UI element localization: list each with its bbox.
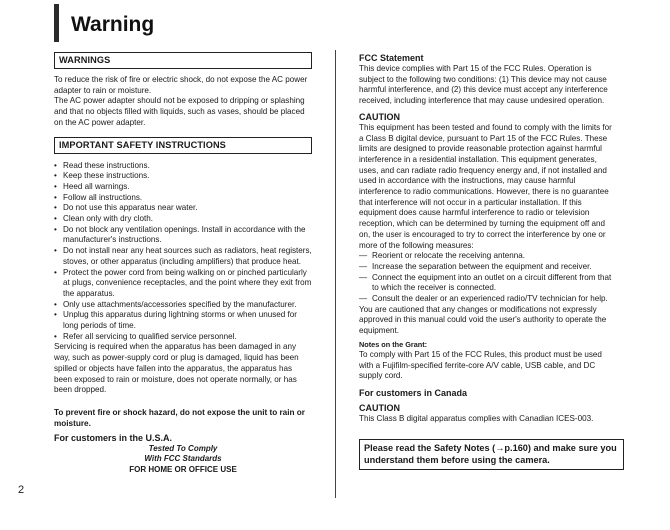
list-item: — Consult the dealer or an experienced radio/TV technician for help. (359, 294, 615, 305)
fcc-heading: FCC Statement (359, 53, 424, 63)
safety-instructions-heading: IMPORTANT SAFETY INSTRUCTIONS (54, 137, 312, 154)
caution-heading: CAUTION (359, 111, 400, 122)
tested-line-1: Tested To Comply (148, 443, 218, 453)
page-title: Warning (71, 13, 155, 36)
fire-warning: To prevent fire or shock hazard, do not expose the unit to rain or moisture. (54, 407, 305, 428)
list-item: • Read these instructions. (54, 161, 312, 172)
caution-text: This equipment has been tested and found to comply with the limits for a Class B digital device, pursuant to Part 15 of the FCC Rules. These limits are designed to provide reasonable protection against harmful interference in a residential installation. This equipment generates, uses, and can radiate radio frequency energy and, if not installed and used in accordance with the instructions, may cause harmful interference to radio communications. However, there is no guarantee that interference will not occur in a particular installation. If this equipment does cause harmful interference to radio or television reception, which can be determined by turning the equipment off and on, the user is encouraged to try to correct the interference by one or more of the following measures: (359, 122, 612, 250)
right-column (359, 53, 615, 425)
usa-heading: For customers in the U.S.A. (54, 432, 173, 443)
left-column (54, 52, 312, 475)
list-item: • Clean only with dry cloth. (54, 214, 312, 225)
page-number: 2 (18, 484, 25, 496)
list-item: — Connect the equipment into an outlet on a circuit different from that to which the receiver is connected. (359, 273, 615, 294)
list-item: — Reorient or relocate the receiving antenna. (359, 251, 615, 262)
column-divider (335, 50, 336, 498)
instructions-list (54, 161, 312, 343)
list-item: • Heed all warnings. (54, 182, 312, 193)
list-item: • Do not use this apparatus near water. (54, 203, 312, 214)
list-item: • Protect the power cord from being walking on or pinched particularly at plugs, convenience receptacles, and the point where they exit from the apparatus. (54, 268, 312, 300)
title-bar (54, 4, 317, 42)
tested-line-3: FOR HOME OR OFFICE USE (129, 464, 237, 474)
notes-text: To comply with Part 15 of the FCC Rules, this product must be used with a Fujifilm-specified ferrite-core A/V cable, USB cable, and DC supply cord. (359, 349, 602, 381)
ac-adapter-text: The AC power adapter should not be exposed to dripping or splashing and that no objects filled with liquids, such as vases, should be placed on the AC power adapter. (54, 96, 305, 127)
warnings-text: To reduce the risk of fire or electric shock, do not expose the AC power adapter to rain or moisture. (54, 75, 308, 95)
servicing-text: Servicing is required when the apparatus has been damaged in any way, such as power-supply cord or plug is damaged, liquid has been spilled or objects have fallen into the apparatus, the apparatus has been exposed to rain or moisture, does not operate normally, or has been dropped. (54, 342, 299, 395)
list-item: • Do not install near any heat sources such as radiators, heat registers, stoves, or other apparatus (including amplifiers) that produce heat. (54, 246, 312, 267)
list-item: • Do not block any ventilation openings. Install in accordance with the manufacturer's instructions. (54, 225, 312, 246)
canada-caution-heading: CAUTION (359, 402, 400, 413)
safety-notes-box: Please read the Safety Notes (→p.160) and make sure you understand them before using the camera. (359, 439, 624, 470)
fcc-text: This device complies with Part 15 of the FCC Rules. Operation is subject to the following two conditions: (1) This device may not cause harmful interference, and (2) this device must accept any interference received, including interference that may cause undesired operation. (359, 64, 608, 106)
list-item: • Only use attachments/accessories specified by the manufacturer. (54, 300, 312, 311)
list-item: • Unplug this apparatus during lightning storms or when unused for long periods of time. (54, 310, 312, 331)
tested-line-2: With FCC Standards (144, 454, 222, 464)
cautioned-text: You are cautioned that any changes or modifications not expressly approved in this manual could void the user's authority to operate the equipment. (359, 304, 607, 336)
notes-heading: Notes on the Grant: (359, 339, 428, 349)
list-item: • Keep these instructions. (54, 171, 312, 182)
measures-list (359, 251, 615, 305)
list-item: • Refer all servicing to qualified service personnel. (54, 332, 312, 343)
canada-text: This Class B digital apparatus complies with Canadian ICES-003. (359, 413, 594, 423)
canada-heading: For customers in Canada (359, 387, 468, 398)
list-item: — Increase the separation between the equipment and receiver. (359, 262, 615, 273)
list-item: • Follow all instructions. (54, 193, 312, 204)
warnings-heading: WARNINGS (54, 52, 312, 69)
